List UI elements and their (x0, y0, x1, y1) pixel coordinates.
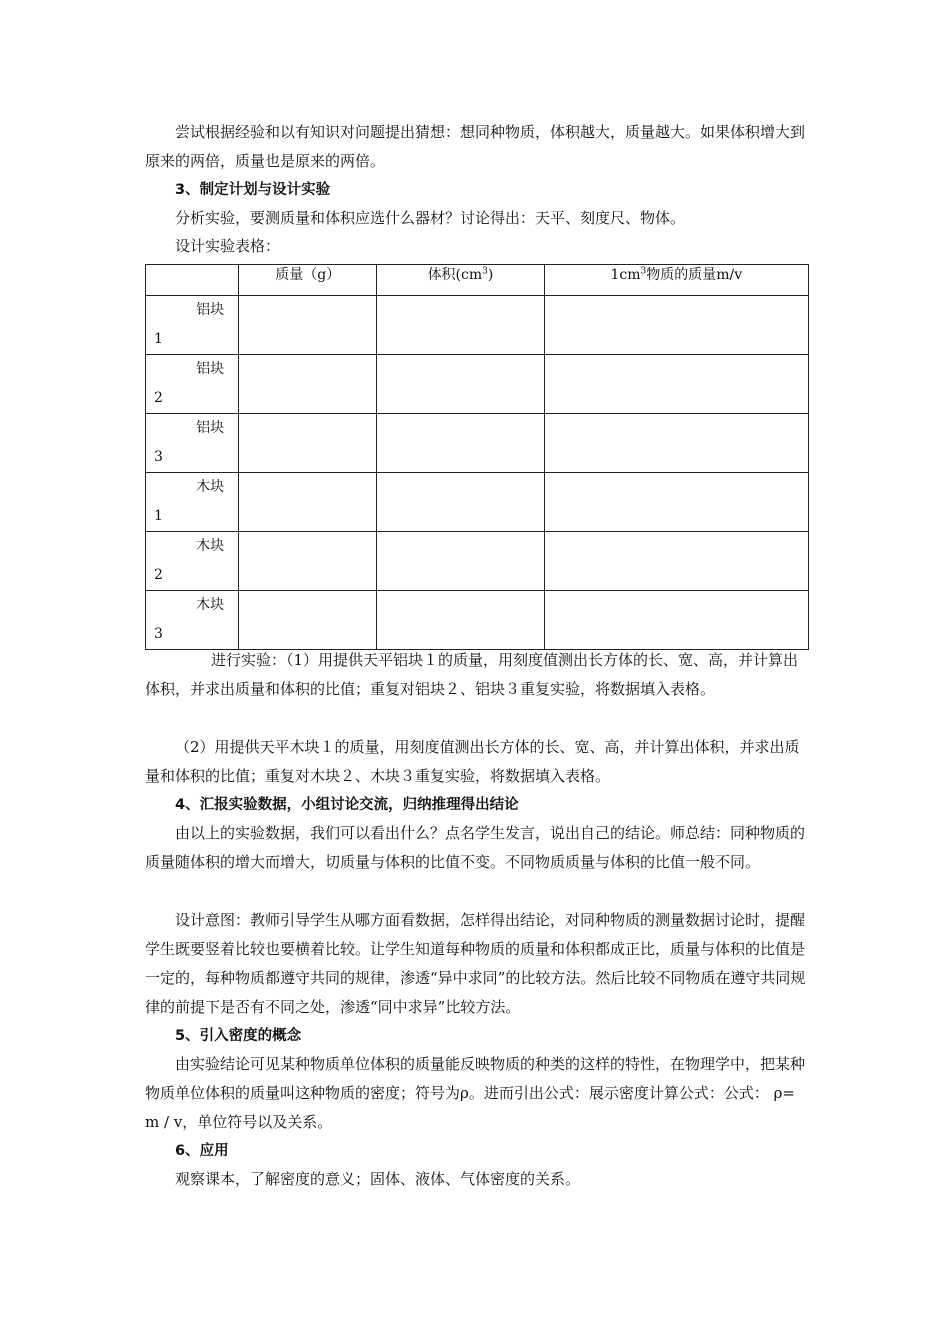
volume-cell (377, 532, 544, 591)
row-label: 铝块 1 (146, 296, 239, 355)
volume-cell (377, 473, 544, 532)
procedure-paragraph-2: （2）用提供天平木块１的质量，用刻度值测出长方体的长、宽、高，并计算出体积，并求出质量和体积的比值；重复对木块２、木块３重复实验，将数据填入表格。 (145, 738, 800, 785)
volume-cell (377, 591, 544, 650)
hypothesis-paragraph: 尝试根据经验和以有知识对问题提出猜想：想同种物质，体积越大，质量越大。如果体积增大到原来的两倍，质量也是原来的两倍。 (145, 123, 806, 170)
volume-cell (377, 355, 544, 414)
section-5-heading: 5、引入密度的概念 (175, 1028, 302, 1044)
ratio-cell (544, 355, 808, 414)
ratio-cell (544, 532, 808, 591)
table-row (146, 591, 809, 650)
table-intro: 设计实验表格： (175, 237, 281, 255)
mass-cell (239, 532, 377, 591)
table-header-row (146, 265, 809, 296)
ratio-cell (544, 414, 808, 473)
table-row (146, 355, 809, 414)
section-4-heading: 4、汇报实验数据，小组讨论交流，归纳推理得出结论 (175, 797, 519, 813)
procedure-paragraph-1: 进行实验：（1）用提供天平铝块１的质量，用刻度值测出长方体的长、宽、高，并计算出体积，并求出质量和体积的比值；重复对铝块２、铝块３重复实验，将数据填入表格。 (145, 651, 799, 698)
ratio-cell (544, 296, 808, 355)
header-empty-cell (146, 265, 239, 296)
header-mass: 质量（g） (239, 265, 377, 296)
ratio-cell (544, 473, 808, 532)
header-mass-per-volume: $1cm^3$物质的质量m/v (544, 265, 808, 296)
mass-cell (239, 591, 377, 650)
row-label: 铝块 2 (146, 355, 239, 414)
design-intent-paragraph: 设计意图：教师引导学生从哪方面看数据，怎样得出结论，对同种物质的测量数据讨论时，提醒学生既要竖着比较也要横着比较。让学生知道每种物质的质量和体积都成正比，质量与体积的比值是一定的，每种物质都遵守共同的规律，渗透“异中求同”的比较方法。然后比较不同物质在遵守共同规律的前提下是否有不同之处，渗透“同中求异”比较方法。 (145, 911, 806, 1016)
table-row (146, 296, 809, 355)
mass-cell (239, 355, 377, 414)
equipment-paragraph: 分析实验，要测质量和体积应选什么器材？讨论得出：天平、刻度尺、物体。 (175, 209, 686, 227)
header-volume: 体积$(cm^3)$ (377, 265, 544, 296)
row-label: 木块 1 (146, 473, 239, 532)
application-paragraph: 观察课本，了解密度的意义；固体、液体、气体密度的关系。 (175, 1170, 581, 1188)
table-row (146, 414, 809, 473)
volume-cell (377, 414, 544, 473)
volume-cell (377, 296, 544, 355)
mass-cell (239, 473, 377, 532)
section-3-heading: 3、制定计划与设计实验 (175, 182, 331, 198)
experiment-table (145, 264, 809, 650)
row-label: 铝块 3 (146, 414, 239, 473)
density-paragraph: 由实验结论可见某种物质单位体积的质量能反映物质的种类的这样的特性，在物理学中，把某种物质单位体积的质量叫这种物质的密度；符号为ρ。进而引出公式：展示密度计算公式：公式： ρ= m / v，单位符号以及关系。 (145, 1055, 806, 1131)
ratio-cell (544, 591, 808, 650)
row-label: 木块 2 (146, 532, 239, 591)
table-row (146, 473, 809, 532)
mass-cell (239, 414, 377, 473)
conclusion-paragraph: 由以上的实验数据，我们可以看出什么？点名学生发言，说出自己的结论。师总结：同种物质的质量随体积的增大而增大，切质量与体积的比值不变。不同物质质量与体积的比值一般不同。 (145, 824, 806, 871)
section-6-heading: 6、应用 (175, 1143, 229, 1159)
table-row (146, 532, 809, 591)
mass-cell (239, 296, 377, 355)
row-label: 木块 3 (146, 591, 239, 650)
